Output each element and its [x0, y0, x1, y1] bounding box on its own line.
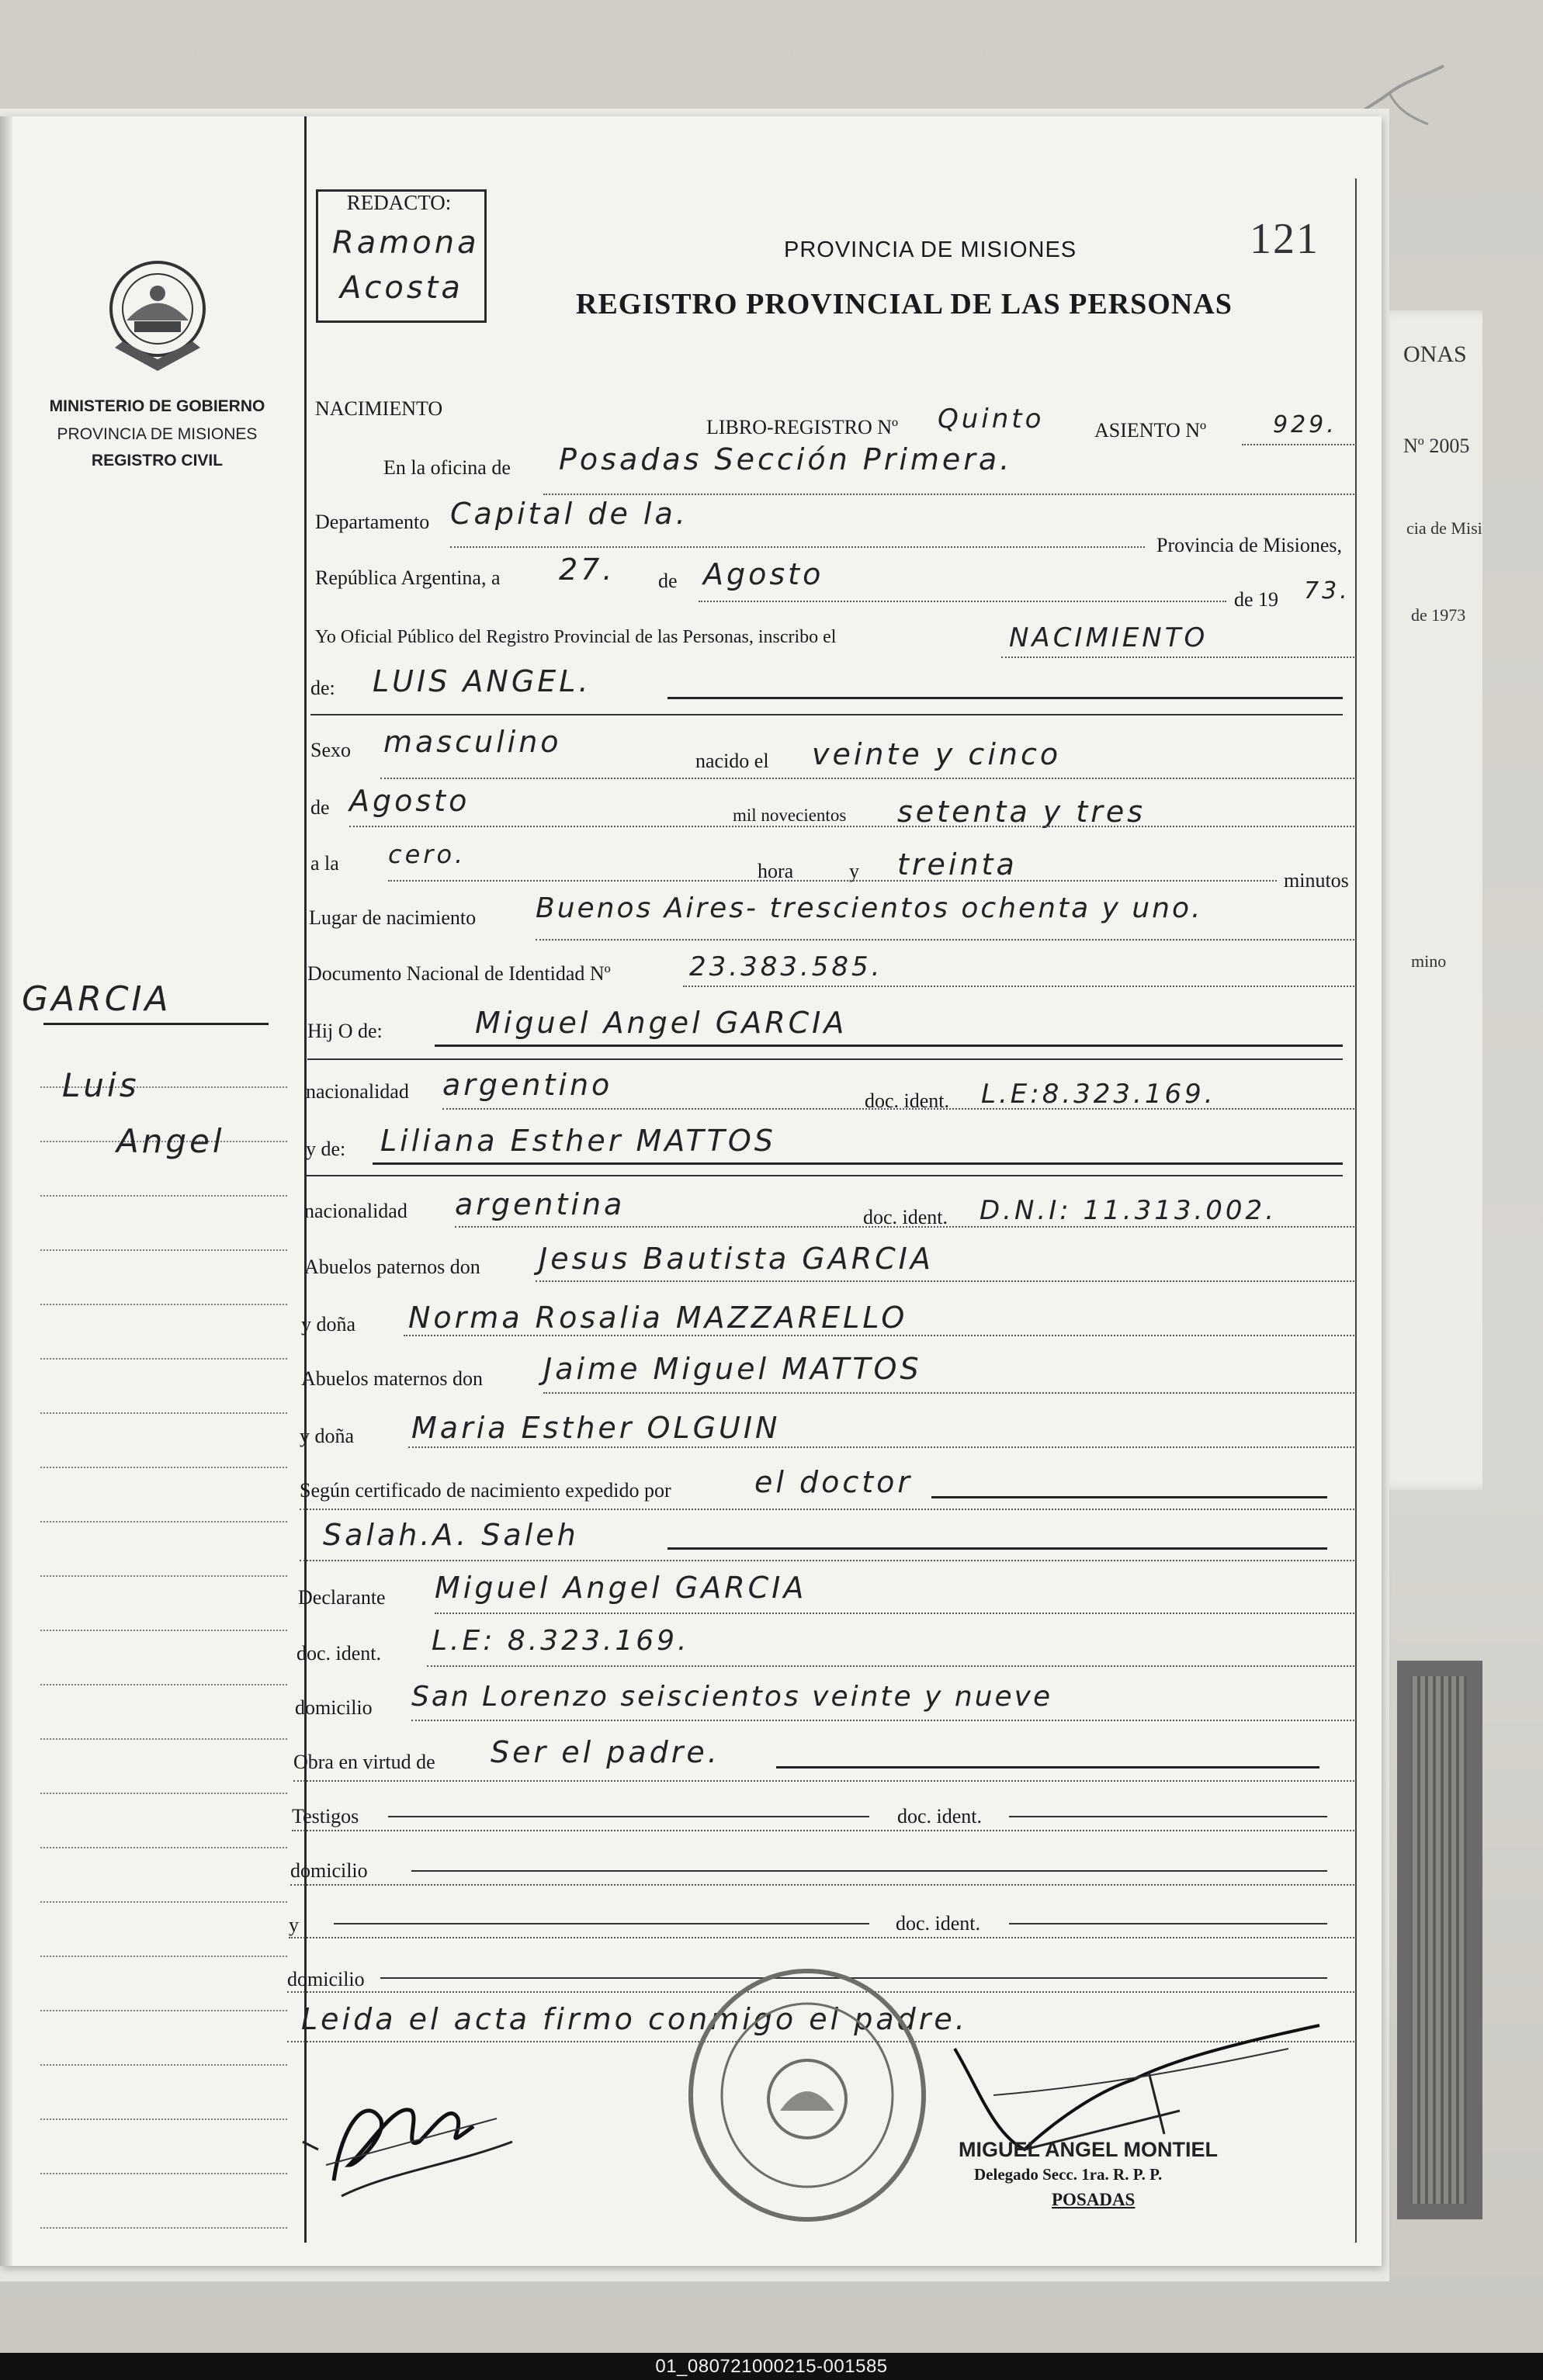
dotted-rule [1242, 444, 1357, 445]
declarante-label: Declarante [298, 1586, 386, 1609]
republica-label: República Argentina, a [315, 566, 501, 589]
abuelos-paternos-label: Abuelos paternos don [304, 1256, 480, 1278]
declarante-doc-value: L.E: 8.323.169. [432, 1625, 690, 1657]
dotted-rule [411, 1720, 1354, 1721]
padre-nacionalidad-value: argentino [442, 1068, 613, 1102]
nac-anio-value: setenta y tres [897, 795, 1146, 829]
rule [306, 1175, 1343, 1176]
margin-line [40, 1249, 287, 1251]
officer-city: POSADAS [1052, 2190, 1136, 2209]
blank-line [1009, 1816, 1327, 1817]
margin-line [40, 2173, 287, 2174]
margin-line [40, 1684, 287, 1685]
dotted-rule [455, 1226, 1354, 1228]
certificado-label: Según certificado de nacimiento expedido por [300, 1479, 671, 1502]
doc-label: doc. ident. [897, 1805, 983, 1827]
margin-line [40, 1901, 287, 1903]
underlying-fragment: ONAS [1403, 341, 1467, 367]
dotted-rule [699, 601, 1226, 602]
testigos-label: Testigos [292, 1805, 359, 1827]
dotted-rule [543, 1392, 1354, 1394]
padre-value: Miguel Angel GARCIA [475, 1006, 848, 1040]
hora-label: hora [758, 860, 794, 882]
underline [931, 1496, 1327, 1498]
anio-value: 73. [1304, 577, 1351, 605]
abuelo-paterno-value: Jesus Bautista GARCIA [539, 1242, 934, 1276]
nacido-label: nacido el [695, 750, 769, 772]
padre-doc-value: L.E:8.323.169. [981, 1079, 1216, 1110]
parent-underline [373, 1162, 1343, 1165]
ministry-province: PROVINCIA DE MISIONES [57, 425, 258, 443]
asiento-value: 929. [1273, 411, 1337, 438]
dni-label: Documento Nacional de Identidad Nº [307, 962, 611, 985]
sexo-value: masculino [383, 725, 562, 759]
oficial-text: Yo Oficial Público del Registro Provincial de las Personas, inscribo el [315, 627, 837, 647]
margin-surname-underline [43, 1023, 269, 1025]
blank-line [1009, 1923, 1327, 1924]
asiento-label: ASIENTO Nº [1094, 419, 1207, 442]
dia-value: 27. [559, 553, 615, 587]
rule [310, 714, 1343, 715]
yde-label: y de: [306, 1138, 346, 1160]
dotted-rule [442, 1108, 1354, 1110]
dotted-rule [435, 1613, 1354, 1614]
dotted-rule [683, 986, 1354, 987]
redacto-label: REDACTO: [346, 191, 452, 214]
margin-line [40, 1956, 287, 1957]
binding-edge [0, 116, 12, 2266]
acto-value: NACIMIENTO [1009, 622, 1208, 653]
dotted-rule [292, 1830, 1354, 1831]
oficina-label: En la oficina de [383, 456, 511, 479]
abuelos-maternos-label: Abuelos maternos don [301, 1367, 483, 1390]
ala-label: a la [310, 852, 339, 875]
doc-label: doc. ident. [863, 1206, 948, 1228]
madre-value: Liliana Esther MATTOS [380, 1124, 776, 1158]
margin-line [40, 1575, 287, 1577]
nac-mes-value: Agosto [349, 784, 470, 818]
domicilio-value: San Lorenzo seiscientos veinte y nueve [411, 1681, 1053, 1713]
margin-line [40, 1738, 287, 1740]
abuela-paterna-value: Norma Rosalia MAZZARELLO [408, 1301, 908, 1335]
sexo-label: Sexo [310, 739, 351, 761]
dotted-rule [289, 1937, 1354, 1938]
minutos-value: treinta [897, 847, 1018, 882]
de-label: de [658, 570, 678, 592]
oficina-value: Posadas Sección Primera. [559, 442, 1013, 476]
margin-line [40, 1195, 287, 1197]
obra-value: Ser el padre. [491, 1735, 720, 1769]
hora-value: cero. [388, 840, 466, 869]
margin-given-name: Angel [116, 1122, 225, 1160]
dotted-rule [543, 494, 1354, 495]
dotted-rule [536, 1280, 1354, 1282]
mil-label: mil novecientos [733, 805, 847, 825]
name-underline [667, 697, 1343, 699]
margin-line [40, 1630, 287, 1631]
dotted-rule [300, 1509, 1354, 1510]
provincia-suffix: Provincia de Misiones, [1156, 534, 1343, 556]
margin-line [40, 1793, 287, 1794]
madre-doc-value: D.N.I: 11.313.002. [980, 1195, 1277, 1226]
certificado-value: el doctor [754, 1465, 914, 1499]
redacto-name: Acosta [340, 270, 463, 306]
nacido-value: veinte y cinco [812, 737, 1062, 771]
lugar-label: Lugar de nacimiento [309, 906, 477, 929]
underlying-fragment: Nº 2005 [1403, 435, 1470, 457]
abuelo-materno-value: Jaime Miguel MATTOS [543, 1352, 922, 1386]
dotted-rule [1001, 656, 1354, 658]
minutos-label: minutos [1284, 869, 1349, 892]
doc-label: doc. ident. [296, 1642, 382, 1665]
province-heading: PROVINCIA DE MISIONES [784, 237, 1077, 262]
libro-label: LIBRO-REGISTRO Nº [706, 416, 899, 438]
nombre-value: LUIS ANGEL. [373, 664, 591, 698]
margin-line [40, 2227, 287, 2229]
margin-line [40, 1467, 287, 1468]
margin-surname: GARCIA [22, 979, 172, 1019]
dotted-rule [388, 880, 1277, 882]
margin-given-name: Luis [62, 1066, 140, 1104]
lugar-value: Buenos Aires- trescientos ochenta y uno. [536, 892, 1203, 924]
blank-line [411, 1870, 1327, 1872]
ydona-label: y doña [300, 1425, 355, 1447]
departamento-value: Capital de la. [450, 497, 688, 531]
margin-line [40, 1358, 287, 1360]
redacto-name: Ramona [332, 225, 480, 261]
underline [776, 1766, 1319, 1769]
underlying-fragment: cia de Misi [1406, 518, 1482, 538]
officer-title: Delegado Secc. 1ra. R. P. P. [974, 2165, 1163, 2184]
madre-nacionalidad-value: argentina [455, 1187, 626, 1221]
libro-value: Quinto [938, 404, 1045, 435]
margin-line [40, 2118, 287, 2120]
rule [307, 1058, 1343, 1060]
hijo-label: Hij O de: [307, 1020, 383, 1042]
de-mes-label: de [310, 796, 330, 819]
margin-line [40, 2010, 287, 2011]
margin-line [40, 1521, 287, 1523]
dotted-rule [408, 1446, 1354, 1448]
margin-rule [304, 116, 307, 2243]
officer-signature-icon [931, 2018, 1335, 2188]
dotted-rule [404, 1335, 1354, 1336]
dotted-rule [427, 1665, 1354, 1667]
anio-prefix: de 19 [1234, 588, 1279, 611]
dotted-rule [536, 939, 1354, 941]
margin-line [40, 1847, 287, 1848]
right-rule [1355, 178, 1357, 2243]
declarant-signature-icon [295, 2049, 528, 2219]
image-caption: 01_080721000215-001585 [655, 2356, 888, 2377]
folio-number: 121 [1250, 215, 1319, 263]
doc-label: doc. ident. [896, 1912, 981, 1935]
domicilio-label: domicilio [287, 1968, 365, 1990]
dotted-rule [300, 1560, 1354, 1561]
dotted-rule [293, 1780, 1354, 1782]
cierre-value: Leida el acta firmo conmigo el padre. [301, 2002, 968, 2036]
dotted-rule [380, 778, 1354, 779]
nacimiento-label: NACIMIENTO [315, 397, 443, 420]
nacionalidad-label: nacionalidad [306, 1080, 409, 1103]
dotted-rule [450, 546, 1145, 548]
underlying-fragment: mino [1411, 951, 1447, 971]
margin-line [40, 1304, 287, 1305]
margin-line [40, 2064, 287, 2066]
ydona-label: y doña [301, 1313, 356, 1336]
province-emblem-icon [99, 255, 216, 379]
dni-value: 23.383.585. [689, 951, 883, 982]
dotted-rule [349, 826, 1354, 827]
ministry-civil-registry: REGISTRO CIVIL [91, 452, 224, 469]
nacionalidad-label: nacionalidad [304, 1200, 407, 1222]
doctor-value: Salah.A. Saleh [323, 1518, 579, 1552]
registry-heading: REGISTRO PROVINCIAL DE LAS PERSONAS [576, 288, 1233, 320]
mes-value: Agosto [703, 557, 824, 591]
page-stack-edge [1413, 1676, 1467, 2204]
ministry-title: MINISTERIO DE GOBIERNO [49, 397, 265, 415]
obra-label: Obra en virtud de [293, 1751, 435, 1773]
y-label: y [289, 1914, 299, 1936]
abuela-materna-value: Maria Esther OLGUIN [411, 1411, 781, 1445]
dotted-rule [290, 1884, 1354, 1886]
domicilio-label: domicilio [290, 1859, 368, 1882]
parent-underline [435, 1044, 1343, 1047]
doc-label: doc. ident. [865, 1090, 950, 1112]
blank-line [334, 1923, 869, 1924]
declarante-value: Miguel Angel GARCIA [435, 1571, 807, 1605]
blank-line [388, 1816, 869, 1817]
departamento-label: Departamento [315, 511, 430, 533]
y-label: y [849, 860, 859, 882]
officer-name: MIGUEL ANGEL MONTIEL [959, 2138, 1219, 2161]
domicilio-label: domicilio [295, 1696, 373, 1719]
official-seal-icon [683, 1963, 931, 2227]
margin-line [40, 1412, 287, 1414]
underline [667, 1547, 1327, 1550]
underlying-fragment: de 1973 [1411, 605, 1466, 625]
de-name-label: de: [310, 677, 335, 699]
